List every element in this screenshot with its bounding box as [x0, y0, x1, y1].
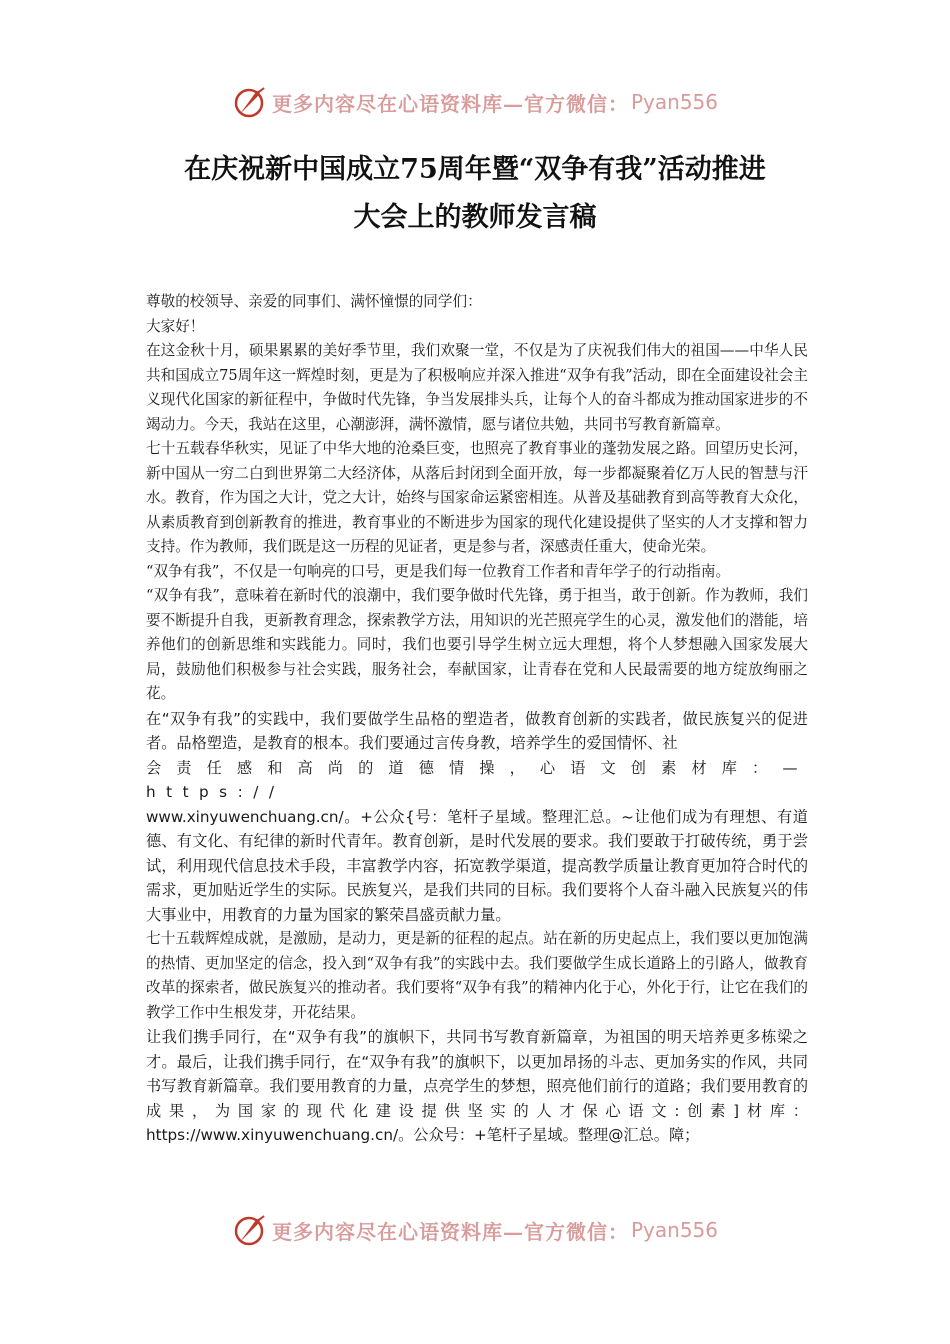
paragraph-7: 让我们携手同行，在“双争有我”的旗帜下，共同书写教育新篇章，为祖国的明天培养更多栋梁之才。最后，让我们携手同行，在“双争有我”的旗帜下，以更加昂扬的斗志、更加务实的作风，共同书写教育新篇章。我们要用教育的力量，点亮学生的梦想，照亮他们前行的道路；我们要用教育的成果，为国家的现代化建设提供坚实的人才保心语文:创素]材库：https://www.xinyuwenchuang.cn/。公众号：+笔杆子星域。整理@汇总。障； [146, 1028, 808, 1144]
paragraph-4: “双争有我”，意味着在新时代的浪潮中，我们要争做时代先锋，勇于担当，敢于创新。作为教师，我们要不断提升自我，更新教育理念，探索教学方法，用知识的光芒照亮学生的心灵，激发他们的潜能，培养他们的创新思维和实践能力。同时，我们也要引导学生树立远大理想，将个人梦想融入国家发展大局，鼓励他们积极参与社会实践，服务社会，奉献国家，让青春在党和人民最需要的地方绽放绚丽之花。 [146, 587, 808, 702]
greeting: 大家好！ [146, 317, 205, 335]
document-title-line-2: 大会上的教师发言稿 [353, 202, 597, 233]
paragraph-5-part-c: www.xinyuwenchuang.cn/。+公众{号：笔杆子星域。整理汇总。~让他们成为有理想、有道德、有文化、有纪律的新时代青年。教育创新，是时代发展的要求。我们要敢于打破传统，勇于尝试，利用现代信息技术手段，丰富教学内容，拓宽教学渠道，提高教学质量让教育更加符合时代的需求，更加贴近学生的实际。民族复兴，是我们共同的目标。我们要将个人奋斗融入民族复兴的伟大事业中，用教育的力量为国家的繁荣昌盛贡献力量。 [146, 807, 808, 924]
paragraph-6: 七十五载辉煌成就，是激励，是动力，更是新的征程的起点。站在新的历史起点上，我们要以更加饱满的热情、更加坚定的信念，投入到“双争有我”的实践中去。我们要做学生成长道路上的引路人，做教育改革的探索者，做民族复兴的推动者。我们要将“双争有我”的精神内化于心，外化于行，让它在我们的教学工作中生根发芽，开花结果。 [146, 930, 808, 1021]
speech-body [146, 290, 808, 1148]
salutation: 尊敬的校领导、亲爱的同事们、满怀憧憬的同学们： [146, 293, 482, 310]
document-title-line-1: 在庆祝新中国成立75周年暨“双争有我”活动推进 [184, 154, 766, 185]
paragraph-2: 七十五载春华秋实，见证了中华大地的沧桑巨变，也照亮了教育事业的蓬勃发展之路。回望历史长河，新中国从一穷二白到世界第二大经济体，从落后封闭到全面开放，每一步都凝聚着亿万人民的智慧与汗水。教育，作为国之大计，党之大计，始终与国家命运紧密相连。从普及基础教育到高等教育大众化，从素质教育到创新教育的推进，教育事业的不断进步为国家的现代化建设提供了坚实的人才支撑和智力支持。作为教师，我们既是这一历程的见证者，更是参与者，深感责任重大，使命光荣。 [146, 440, 808, 555]
banner-text: 更多内容尽在心语资料库—官方微信： [271, 1219, 629, 1244]
paragraph-5-part-a: 在“双争有我”的实践中，我们要做学生品格的塑造者，做教育创新的实践者，做民族复兴的促进者。品格塑造，是教育的根本。我们要通过言传身教，培养学生的爱国情怀、社 [146, 709, 808, 752]
header-banner [0, 80, 950, 124]
banner-text: 更多内容尽在心语资料库—官方微信： [271, 91, 629, 116]
quill-logo-icon [232, 84, 268, 120]
footer-banner [0, 1208, 950, 1252]
banner-wechat-id: Pyan556 [630, 90, 718, 114]
paragraph-3: “双争有我”，不仅是一句响亮的口号，更是我们每一位教育工作者和青年学子的行动指南。 [146, 562, 731, 580]
paragraph-5-part-b: 会责任感和高尚的道德情操，心语文创素材库：—https:// [146, 758, 808, 801]
banner-wechat-id: Pyan556 [630, 1218, 718, 1242]
quill-logo-icon [232, 1212, 268, 1248]
paragraph-1: 在这金秋十月，硕果累累的美好季节里，我们欢聚一堂，不仅是为了庆祝我们伟大的祖国——中华人民共和国成立75周年这一辉煌时刻，更是为了积极响应并深入推进“双争有我”活动，即在全面建设社会主义现代化国家的新征程中，争做时代先锋，争当发展排头兵，让每个人的奋斗都成为推动国家进步的不竭动力。今天，我站在这里，心潮澎湃，满怀激情，愿与诸位共勉，共同书写教育新篇章。 [146, 342, 808, 433]
